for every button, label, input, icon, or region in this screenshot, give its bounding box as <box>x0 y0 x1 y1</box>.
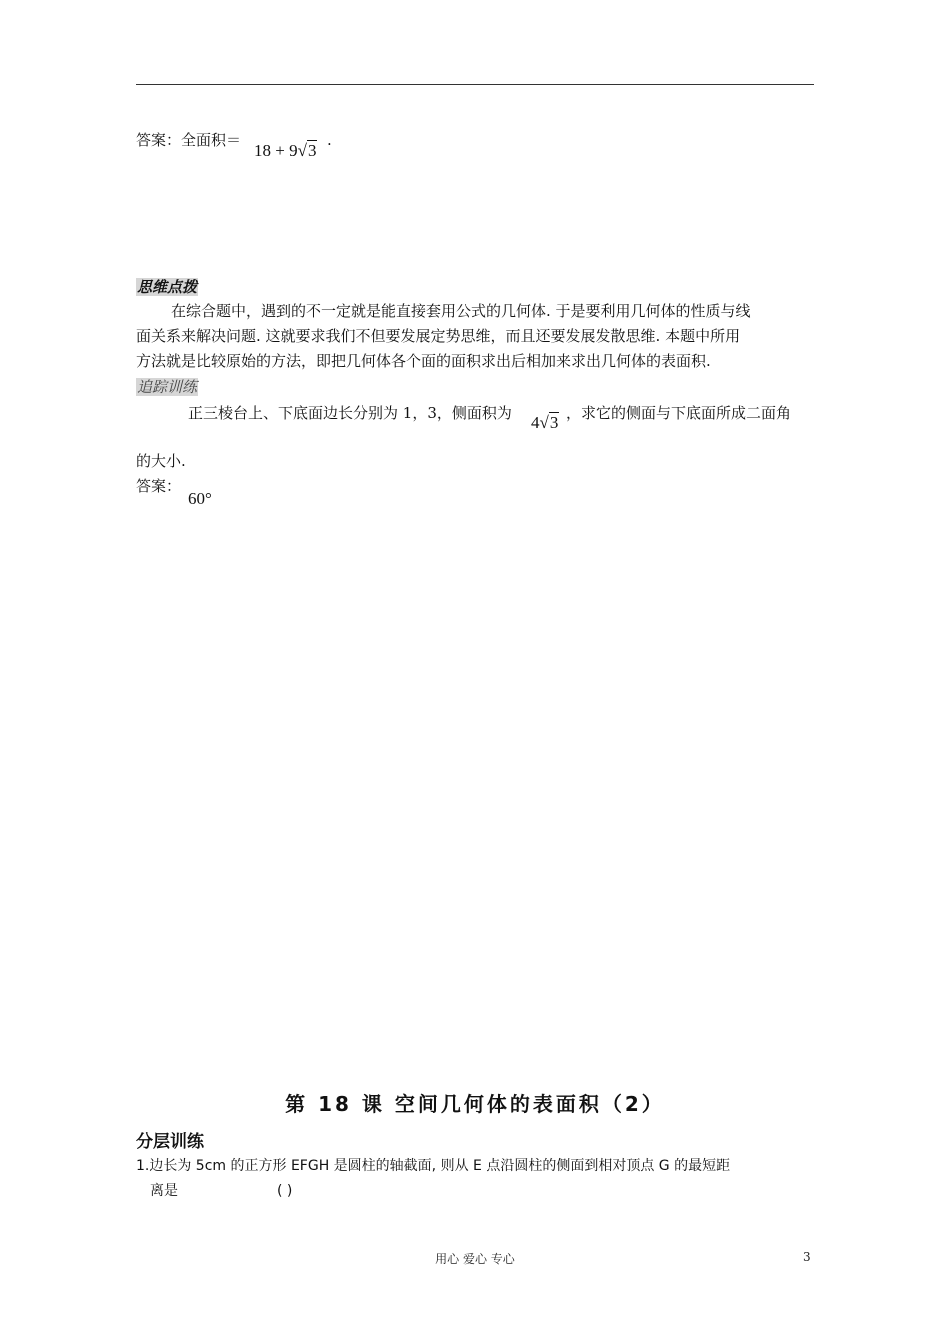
sqrt-symbol: √3 <box>297 141 317 160</box>
formula-coefficient: 4 <box>531 413 540 432</box>
tracking-formula <box>531 413 559 433</box>
tracking-problem-start: 正三棱台上、下底面边长分别为 1，3，侧面积为 <box>188 404 512 422</box>
answer-period: . <box>327 131 332 149</box>
lesson-title: 第 18 课 空间几何体的表面积（2） <box>285 1092 665 1116</box>
question-1-line-2: 离是 <box>150 1183 178 1199</box>
question-1-line-1: 1.边长为 5cm 的正方形 EFGH 是圆柱的轴截面, 则从 E 点沿圆柱的侧面到相对顶点 G 的最短距 <box>136 1158 731 1174</box>
tracking-problem-line-2: 的大小. <box>136 452 186 470</box>
radicand: 3 <box>549 413 559 432</box>
footer-motto: 用心 爱心 专心 <box>435 1252 515 1266</box>
answer-label: 答案：全面积＝ <box>136 131 242 149</box>
section-heading: 分层训练 <box>136 1132 204 1152</box>
tracking-answer-value: 60° <box>188 489 212 508</box>
tracking-heading: 追踪训练 <box>137 378 198 396</box>
thinking-heading: 思维点拨 <box>137 278 198 296</box>
answer-formula <box>254 141 317 161</box>
tracking-problem-end: ，求它的侧面与下底面所成二面角 <box>566 404 792 422</box>
answer-bracket[interactable]: ( ) <box>277 1183 293 1199</box>
radicand: 3 <box>307 141 317 160</box>
thinking-line-3: 方法就是比较原始的方法，即把几何体各个面的面积求出后相加来求出几何体的表面积. <box>136 352 711 370</box>
sqrt-symbol: √3 <box>539 413 559 432</box>
formula-coefficient: 18 + 9 <box>254 141 298 160</box>
thinking-line-1: 在综合题中，遇到的不一定就是能直接套用公式的几何体. 于是要利用几何体的性质与线 <box>171 302 751 320</box>
header-rule <box>136 84 814 85</box>
tracking-answer-label: 答案： <box>136 477 182 495</box>
page-number: 3 <box>803 1250 811 1264</box>
thinking-line-2: 面关系来解决问题. 这就要求我们不但要发展定势思维，而且还要发展发散思维. 本题中所用 <box>136 327 741 345</box>
